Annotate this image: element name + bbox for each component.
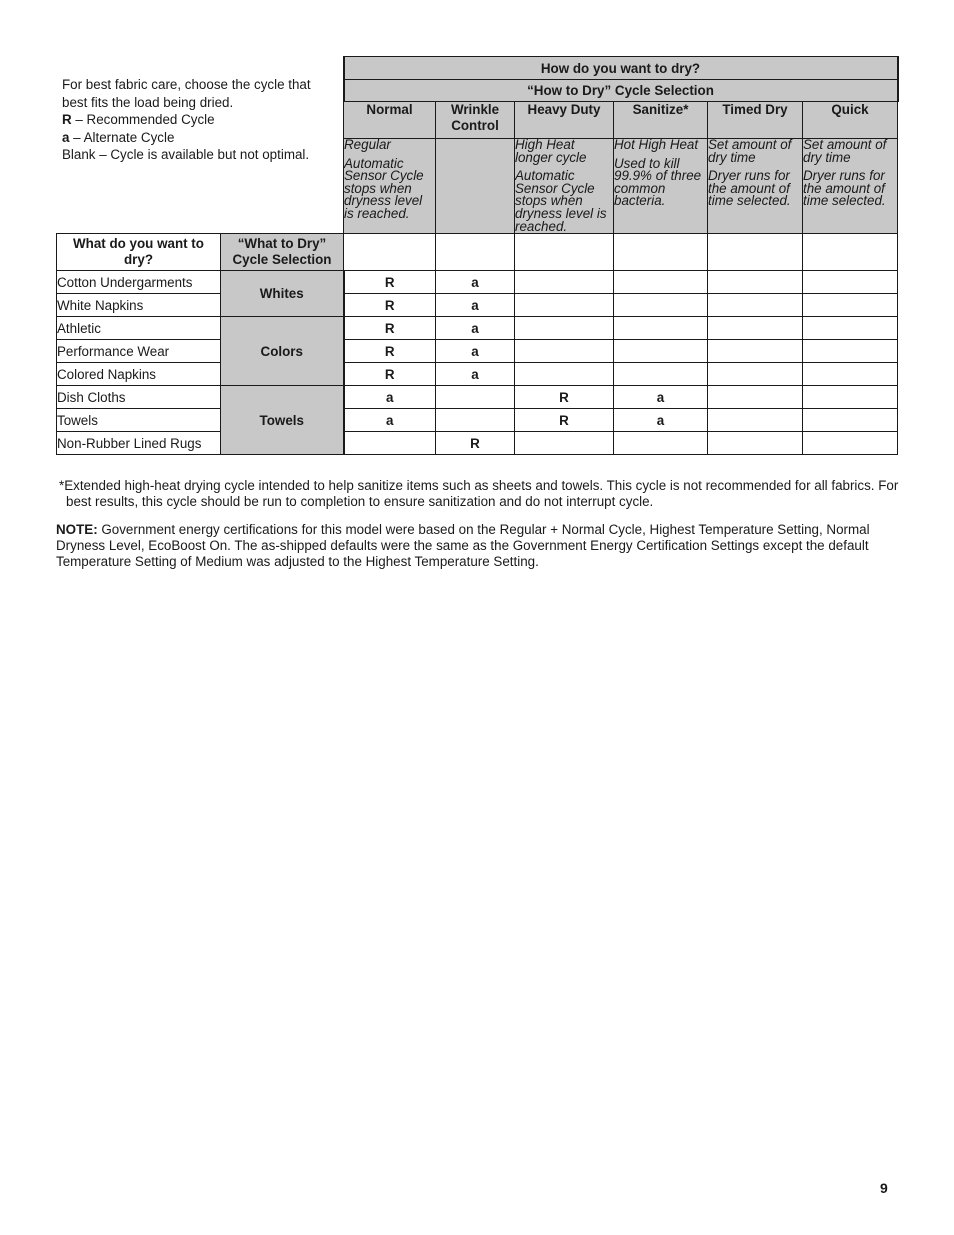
legend-r-text: – Recommended Cycle — [71, 112, 215, 127]
cycle-recommendation-cell — [708, 363, 803, 386]
what-to-dry-cycle-header: “What to Dry” Cycle Selection — [221, 234, 344, 271]
cycle-recommendation-cell — [708, 432, 803, 455]
fabric-item-label: Towels — [57, 409, 221, 432]
cycle-description-detail: Used to kill 99.9% of three common bacteria. — [614, 155, 702, 209]
cycle-description-line: Regular — [344, 137, 391, 152]
cycle-recommendation-cell — [614, 432, 708, 455]
cycle-recommendation-cell — [515, 317, 614, 340]
cycle-recommendation-cell: a — [614, 386, 708, 409]
cycle-recommendation-cell — [515, 294, 614, 317]
note-text: Government energy certifications for this model were based on the Regular + Normal Cycle, Highest Temperature Setting, Normal Dryness Level, EcoBoost On. The as-shipped defaults were the same as the Government Energy Certification Settings except the default Temperature Setting of Medium was adjusted to the Highest Temperature Setting. — [56, 522, 870, 569]
footnote-text: *Extended high-heat drying cycle intended to help sanitize items such as sheets and towels. This cycle is not recommended for all fabrics. For best results, this cycle should be run to completion to ensure sanitization and do not interrupt cycle. — [59, 478, 899, 509]
cycle-recommendation-cell — [344, 432, 436, 455]
cycle-recommendation-cell — [803, 386, 898, 409]
cycle-recommendation-cell: a — [614, 409, 708, 432]
cycle-recommendation-cell: R — [344, 340, 436, 363]
cycle-header-spacer — [436, 234, 515, 271]
legend-a-text: – Alternate Cycle — [69, 129, 175, 145]
sanitize-footnote — [56, 478, 911, 510]
cycle-recommendation-cell: a — [344, 409, 436, 432]
cycle-recommendation-cell — [614, 294, 708, 317]
cycle-recommendation-cell: a — [436, 271, 515, 294]
table-row — [57, 317, 898, 340]
cycle-recommendation-cell — [515, 271, 614, 294]
table-row — [57, 271, 898, 294]
table-corner-blank — [57, 57, 344, 80]
cycle-recommendation-cell: a — [436, 317, 515, 340]
fabric-item-label: Performance Wear — [57, 340, 221, 363]
cycle-description — [614, 139, 708, 234]
cycle-recommendation-cell — [436, 386, 515, 409]
legend-r-symbol: R — [62, 112, 72, 127]
cycle-recommendation-cell: a — [436, 363, 515, 386]
legend-intro: For best fabric care, choose the cycle that best fits the load being dried. — [62, 77, 311, 110]
cycle-column-header: Heavy Duty — [515, 102, 614, 139]
cycle-recommendation-cell — [614, 363, 708, 386]
cycle-header-spacer — [344, 234, 436, 271]
cycle-column-header: Wrinkle Control — [436, 102, 515, 139]
cycle-description — [344, 139, 436, 234]
cycle-description — [708, 139, 803, 234]
what-to-dry-column-header: What do you want to dry? — [57, 234, 221, 271]
energy-note — [56, 522, 901, 570]
cycle-description-line: Set amount of dry time — [708, 137, 792, 165]
cycle-description — [803, 139, 898, 234]
fabric-item-label: White Napkins — [57, 294, 221, 317]
fabric-item-label: Colored Napkins — [57, 363, 221, 386]
table-corner-blank — [57, 80, 344, 102]
cycle-description-detail: Automatic Sensor Cycle stops when dryness level is reached. — [344, 155, 424, 221]
cycle-description-line: Set amount of dry time — [803, 137, 887, 165]
fabric-group-label: Whites — [221, 271, 344, 317]
cycle-recommendation-cell: a — [436, 340, 515, 363]
cycle-recommendation-cell — [708, 294, 803, 317]
fabric-item-label: Athletic — [57, 317, 221, 340]
cycle-column-header: Normal — [344, 102, 436, 139]
cycle-recommendation-cell: R — [344, 271, 436, 294]
cycle-recommendation-cell — [803, 363, 898, 386]
cycle-recommendation-cell — [614, 317, 708, 340]
cycle-column-header: Timed Dry — [708, 102, 803, 139]
cycle-description-line: Hot High Heat — [614, 137, 699, 152]
cycle-recommendation-cell — [515, 340, 614, 363]
cycle-recommendation-cell: a — [344, 386, 436, 409]
cycle-recommendation-cell — [803, 271, 898, 294]
cycle-recommendation-cell — [708, 271, 803, 294]
page-number: 9 — [880, 1180, 888, 1196]
cycle-recommendation-cell — [614, 271, 708, 294]
cycle-recommendation-cell — [436, 409, 515, 432]
table-row — [57, 294, 898, 317]
note-label: NOTE: — [56, 522, 98, 537]
cycle-recommendation-cell: R — [436, 432, 515, 455]
how-to-dry-header: How do you want to dry? — [344, 57, 898, 80]
cycle-recommendation-cell — [803, 409, 898, 432]
cycle-selection-table — [56, 56, 899, 455]
cycle-recommendation-cell — [708, 386, 803, 409]
legend-a-symbol: a — [62, 129, 70, 145]
table-row — [57, 340, 898, 363]
table-corner-blank — [57, 102, 344, 234]
table-row — [57, 363, 898, 386]
cycle-recommendation-cell — [515, 363, 614, 386]
table-row — [57, 386, 898, 409]
cycle-column-header: Sanitize* — [614, 102, 708, 139]
cycle-recommendation-cell — [515, 432, 614, 455]
cycle-description — [436, 139, 515, 234]
cycle-recommendation-cell: R — [344, 317, 436, 340]
cycle-recommendation-cell — [803, 432, 898, 455]
cycle-header-spacer — [515, 234, 614, 271]
cycle-recommendation-cell: R — [515, 409, 614, 432]
cycle-recommendation-cell — [614, 340, 708, 363]
cycle-recommendation-cell — [803, 294, 898, 317]
cycle-recommendation-cell — [803, 340, 898, 363]
cycle-column-header: Quick — [803, 102, 898, 139]
fabric-item-label: Dish Cloths — [57, 386, 221, 409]
cycle-recommendation-cell — [803, 317, 898, 340]
cycle-recommendation-cell — [708, 317, 803, 340]
how-to-dry-subheader: “How to Dry” Cycle Selection — [344, 80, 898, 102]
cycle-description-detail: Automatic Sensor Cycle stops when dryness level is reached. — [515, 168, 607, 234]
cycle-description-detail: Dryer runs for the amount of time selected. — [708, 168, 791, 209]
note-paragraph — [56, 522, 901, 570]
table-row — [57, 409, 898, 432]
fabric-group-label: Towels — [221, 386, 344, 455]
cycle-header-spacer — [614, 234, 708, 271]
cycle-recommendation-cell: R — [515, 386, 614, 409]
fabric-item-label: Cotton Undergarments — [57, 271, 221, 294]
cycle-recommendation-cell: a — [436, 294, 515, 317]
cycle-description — [515, 139, 614, 234]
cycle-recommendation-cell: R — [344, 294, 436, 317]
cycle-header-spacer — [708, 234, 803, 271]
fabric-group-label: Colors — [221, 317, 344, 386]
table-row — [57, 432, 898, 455]
cycle-header-spacer — [803, 234, 898, 271]
cycle-description-line: High Heat longer cycle — [515, 137, 587, 165]
cycle-recommendation-cell: R — [344, 363, 436, 386]
cycle-recommendation-cell — [708, 340, 803, 363]
fabric-item-label: Non-Rubber Lined Rugs — [57, 432, 221, 455]
cycle-recommendation-cell — [708, 409, 803, 432]
legend-blank: Blank – Cycle is available but not optimal. — [62, 147, 310, 162]
cycle-description-detail: Dryer runs for the amount of time selected. — [803, 168, 886, 209]
